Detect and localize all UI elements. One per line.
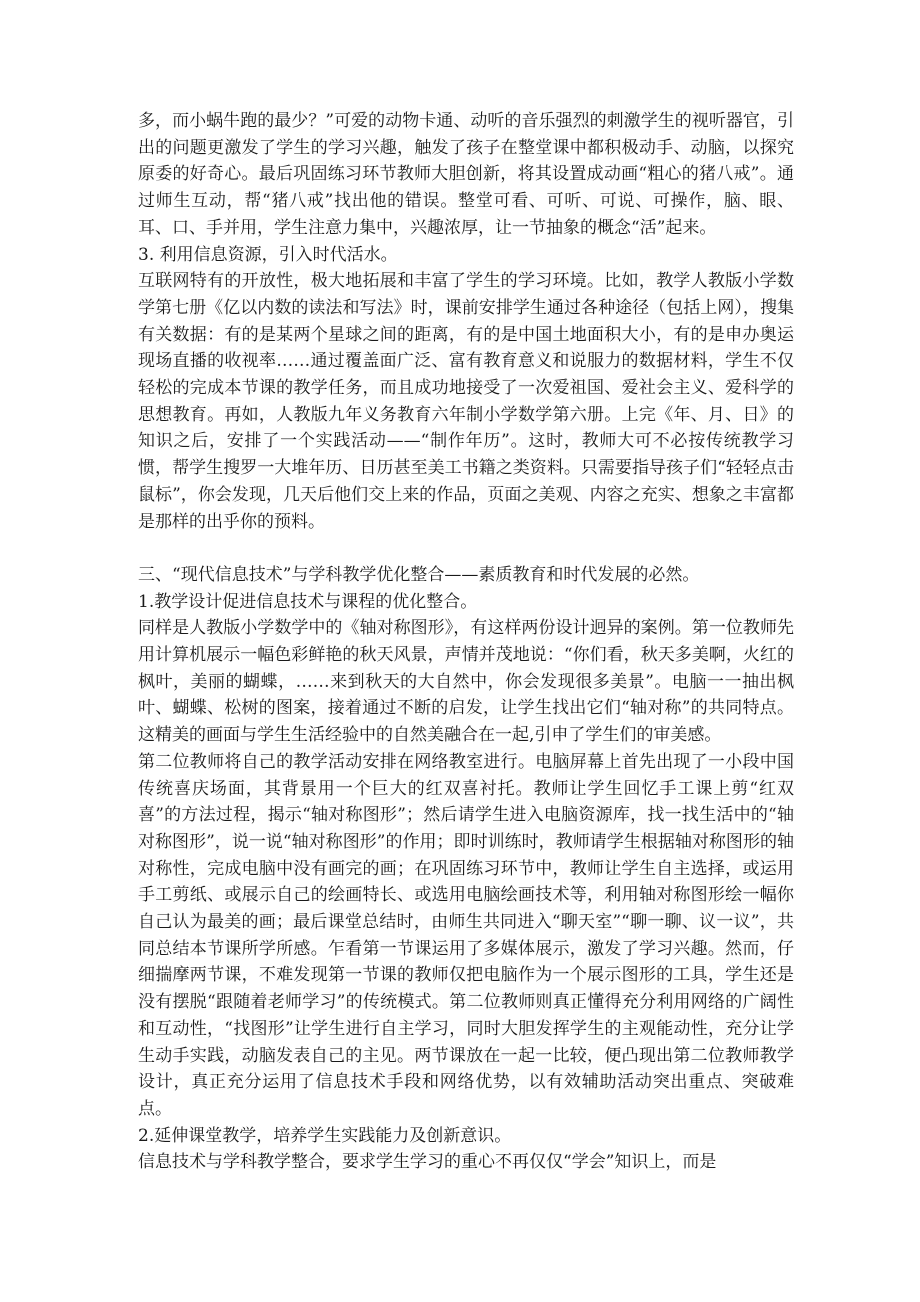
section-heading: 三、“现代信息技术”与学科教学优化整合——素质教育和时代发展的必然。 (138, 564, 700, 585)
list-item-heading: 1.教学设计促进信息技术与课程的优化整合。 (138, 591, 478, 612)
list-item-heading: 3. 利用信息资源，引入时代活水。 (138, 244, 398, 265)
body-paragraph: 多，而小蜗牛跑的最少？”可爱的动物卡通、动听的音乐强烈的刺激学生的视听器官，引出的问题更激发了学生的学习兴趣，触发了孩子在整堂课中都积极动手、动脑，以探究原委的好奇心。最后巩固练习环节教师大胆创新，将其设置成动画“粗心的猪八戒”。通过师生互动，帮“猪八戒”找出他的错误。整堂可看、可听、可说、可操作，脑、眼、耳、口、手并用，学生注意力集中，兴趣浓厚，让一节抽象的概念“活”起来。 (138, 111, 794, 238)
paragraph-gap (138, 535, 794, 562)
body-paragraph: 信息技术与学科教学整合，要求学生学习的重心不再仅仅“学会”知识上，而是 (138, 1152, 717, 1173)
body-paragraph: 同样是人教版小学数学中的《轴对称图形》，有这样两份设计迥异的案例。第一位教师先用计算机展示一幅色彩鲜艳的秋天风景，声情并茂地说：“你们看，秋天多美啊，火红的枫叶，美丽的蝴蝶，……来到秋天的大自然中，你会发现很多美景”。电脑一一抽出枫叶、蝴蝶、松树的图案，接着通过不断的启发，让学生找出它们“轴对称”的共同特点。这精美的画面与学生生活经验中的自然美融合在一起,引申了学生们的审美感。 (138, 618, 794, 746)
body-paragraph: 第二位教师将自己的教学活动安排在网络教室进行。电脑屏幕上首先出现了一小段中国传统喜庆场面，其背景用一个巨大的红双喜衬托。教师让学生回忆手工课上剪“红双喜”的方法过程，揭示“轴对称图形”；然后请学生进入电脑资源库，找一找生活中的“轴对称图形”，说一说“轴对称图形”的作用；即时训练时，教师请学生根据轴对称图形的轴对称性，完成电脑中没有画完的画；在巩固练习环节中，教师让学生自主选择，或运用手工剪纸、或展示自己的绘画特长、或选用电脑绘画技术等，利用轴对称图形绘一幅你自己认为最美的画；最后课堂总结时，由师生共同进入“聊天室”“聊一聊、议一议”，共同总结本节课所学所感。乍看第一节课运用了多媒体展示，激发了学习兴趣。然而，仔细揣摩两节课，不难发现第一节课的教师仅把电脑作为一个展示图形的工具，学生还是没有摆脱“跟随着老师学习”的传统模式。第二位教师则真正懂得充分利用网络的广阔性和互动性，“找图形”让学生进行自主学习，同时大胆发挥学生的主观能动性，充分让学生动手实践，动脑发表自己的主见。两节课放在一起一比较，便凸现出第二位教师教学设计，真正充分运用了信息技术手段和网络优势，以有效辅助活动突出重点、突破难点。 (138, 751, 794, 1119)
document-page (138, 108, 794, 1176)
list-item-heading: 2.延伸课堂教学，培养学生实践能力及创新意识。 (138, 1125, 512, 1146)
body-paragraph: 互联网特有的开放性，极大地拓展和丰富了学生的学习环境。比如，教学人教版小学数学第七册《亿以内数的读法和写法》时，课前安排学生通过各种途径（包括上网），搜集有关数据：有的是某两个星球之间的距离，有的是中国土地面积大小，有的是申办奥运现场直播的收视率……通过覆盖面广泛、富有教育意义和说服力的数据材料，学生不仅轻松的完成本节课的教学任务，而且成功地接受了一次爱祖国、爱社会主义、爱科学的思想教育。再如，人教版九年义务教育六年制小学数学第六册。上完《年、月、日》的知识之后，安排了一个实践活动——“制作年历”。这时，教师大可不必按传统教学习惯，帮学生搜罗一大堆年历、日历甚至美工书籍之类资料。只需要指导孩子们“轻轻点击鼠标”，你会发现，几天后他们交上来的作品，页面之美观、内容之充实、想象之丰富都是那样的出乎你的预料。 (138, 271, 794, 532)
